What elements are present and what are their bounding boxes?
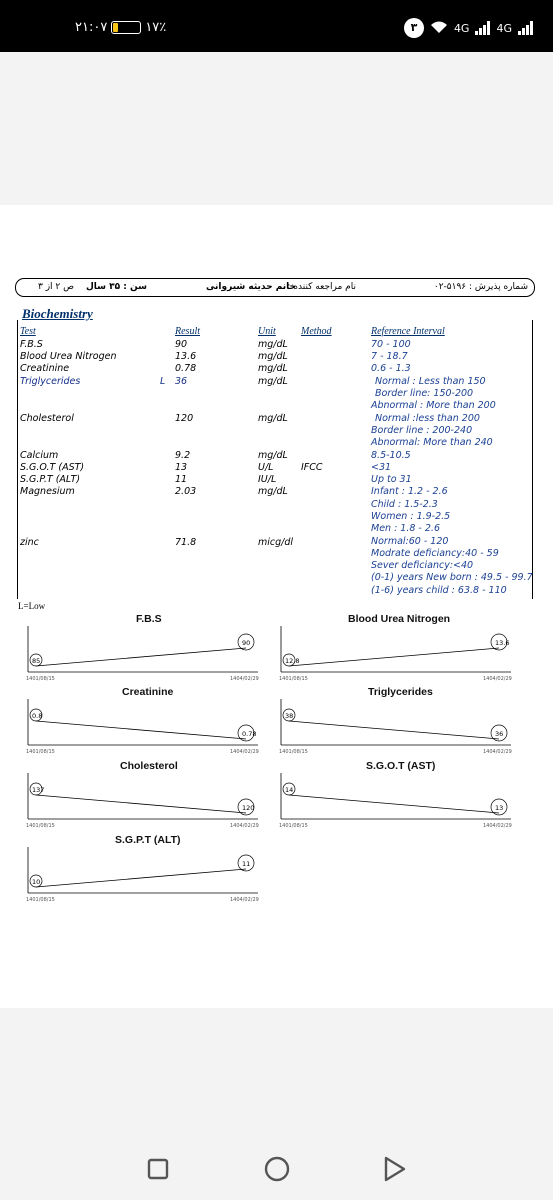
series-line [36, 648, 246, 666]
reference-line: Normal : Less than 150 [375, 376, 486, 387]
low-legend: L=Low [18, 601, 46, 611]
reference-line: Up to 31 [371, 474, 412, 485]
reference-line: 7 - 18.7 [371, 351, 408, 362]
x-tick-label: 1404/02/29 [483, 749, 512, 755]
reference-line: Border line : 200-240 [371, 425, 473, 436]
col-test: Test [20, 326, 36, 337]
reference-line: Modrate deficiancy:40 - 59 [371, 548, 499, 559]
x-tick-label: 1401/08/15 [26, 897, 55, 903]
chart-title: S.G.O.T (AST) [366, 760, 436, 772]
x-tick-label: 1401/08/15 [279, 749, 308, 755]
test-result: 2.03 [175, 486, 197, 497]
navigation-bar [0, 1132, 553, 1200]
chart-alt [28, 847, 268, 907]
x-tick-label: 1401/08/15 [26, 676, 55, 682]
data-label: 13.6 [495, 639, 510, 647]
series-line [36, 795, 246, 813]
data-label: 11 [242, 860, 251, 868]
x-tick-label: 1401/08/15 [26, 749, 55, 755]
test-name: Triglycerides [20, 376, 81, 387]
x-tick-label: 1404/02/29 [230, 897, 259, 903]
data-label: 38 [285, 712, 294, 720]
chart-triglycerides [281, 699, 521, 759]
test-name: Magnesium [20, 486, 75, 497]
battery-icon [111, 21, 141, 34]
clock: ۲۱:۰۷ [75, 20, 108, 35]
x-tick-label: 1404/02/29 [230, 749, 259, 755]
reference-line: Abnormal : More than 200 [371, 400, 496, 411]
signal-icon-2 [518, 21, 533, 35]
test-result: 13 [175, 462, 188, 473]
back-icon [383, 1156, 407, 1182]
test-unit: mg/dL [258, 363, 288, 374]
test-unit: U/L [258, 462, 274, 473]
chart-cholesterol [28, 773, 268, 833]
test-name: S.G.O.T (AST) [20, 462, 85, 473]
test-result: 13.6 [175, 351, 197, 362]
data-label: 10 [32, 878, 41, 886]
x-tick-label: 1404/02/29 [483, 823, 512, 829]
test-result: 9.2 [175, 450, 191, 461]
test-name: Cholesterol [20, 413, 74, 424]
reference-line: Normal :less than 200 [375, 413, 480, 424]
test-unit: mg/dL [258, 413, 288, 424]
test-unit: mg/dL [258, 376, 288, 387]
x-tick-label: 1401/08/15 [279, 676, 308, 682]
x-tick-label: 1404/02/29 [230, 823, 259, 829]
status-bar [0, 0, 553, 52]
test-unit: micg/dl [258, 537, 294, 548]
data-label: 14 [285, 786, 294, 794]
home-icon [264, 1156, 290, 1182]
series-line [36, 721, 246, 739]
test-name: S.G.P.T (ALT) [20, 474, 81, 485]
recent-apps-icon [147, 1158, 169, 1180]
data-label: 13 [495, 804, 504, 812]
series-line [289, 795, 499, 813]
data-label: 85 [32, 657, 41, 665]
network-type-2: 4G [496, 21, 512, 35]
col-method: Method [301, 326, 332, 337]
reference-line: 70 - 100 [371, 339, 411, 350]
chart-title: Blood Urea Nitrogen [348, 613, 451, 625]
signal-icon [475, 21, 490, 35]
page-number: ص ۲ از ۳ [37, 282, 74, 292]
patient-name-label: نام مراجعه کننده : [287, 282, 356, 292]
chart-fbs [28, 626, 268, 686]
test-unit: IU/L [258, 474, 277, 485]
battery-percent: ۱۷٪ [145, 20, 167, 35]
test-name: Blood Urea Nitrogen [20, 351, 117, 362]
test-name: zinc [20, 537, 39, 548]
data-label: 0.78 [242, 730, 257, 738]
status-left [75, 20, 166, 35]
patient-age: سن : ۳۵ سال [85, 282, 147, 292]
admission-number: شماره پذیرش : ۵۱۹۶-۰۲ [433, 282, 528, 292]
reference-line: 0.6 - 1.3 [371, 363, 411, 374]
series-line [289, 648, 499, 666]
reference-line: Infant : 1.2 - 2.6 [371, 486, 448, 497]
test-unit: mg/dL [258, 339, 288, 350]
network-type-1: 4G [453, 21, 470, 35]
notification-badge: ۳ [404, 18, 424, 38]
reference-line: Child : 1.5-2.3 [371, 499, 438, 510]
data-label: 90 [242, 639, 251, 647]
patient-header [15, 278, 535, 297]
recent-apps-button[interactable] [147, 1158, 169, 1184]
test-result: 11 [175, 474, 188, 485]
data-label: 120 [242, 804, 255, 812]
data-label: 12.8 [285, 657, 300, 665]
reference-line: (0-1) years New born : 49.5 - 99.7 [371, 572, 533, 583]
section-title: Biochemistry [22, 306, 93, 321]
data-label: 0.8 [32, 712, 43, 720]
back-button[interactable] [383, 1156, 407, 1186]
x-tick-label: 1401/08/15 [279, 823, 308, 829]
reference-line: Women : 1.9-2.5 [371, 511, 451, 522]
test-method: IFCC [301, 462, 323, 473]
test-result: 36 [175, 376, 188, 387]
col-result: Result [175, 326, 200, 337]
test-unit: mg/dL [258, 450, 288, 461]
test-unit: mg/dL [258, 486, 288, 497]
reference-line: Normal:60 - 120 [371, 536, 449, 547]
data-label: 137 [32, 786, 45, 794]
chart-title: Triglycerides [368, 686, 433, 698]
data-label: 36 [495, 730, 504, 738]
test-result: 71.8 [175, 537, 197, 548]
test-unit: mg/dL [258, 351, 288, 362]
x-tick-label: 1401/08/15 [26, 823, 55, 829]
home-button[interactable] [264, 1156, 290, 1186]
chart-creatinine [28, 699, 268, 759]
reference-line: Abnormal: More than 240 [371, 437, 493, 448]
chart-svg [281, 773, 521, 847]
status-right [404, 18, 533, 38]
x-tick-label: 1404/02/29 [230, 676, 259, 682]
test-name: Creatinine [20, 363, 70, 374]
chart-ast [281, 773, 521, 833]
reference-line: 8.5-10.5 [371, 450, 411, 461]
reference-line: (1-6) years child : 63.8 - 110 [371, 585, 507, 596]
wifi-icon [430, 20, 448, 37]
chart-title: S.G.P.T (ALT) [115, 834, 181, 846]
chart-title: F.B.S [136, 613, 162, 625]
chart-title: Creatinine [122, 686, 174, 698]
chart-svg [28, 847, 268, 921]
col-reference: Reference Interval [371, 326, 445, 337]
chart-bun [281, 626, 521, 686]
patient-name: خانم حدیثه شیروانی [205, 282, 296, 292]
test-name: Calcium [20, 450, 59, 461]
reference-line: Sever deficiancy:<40 [371, 560, 474, 571]
chart-title: Cholesterol [120, 760, 178, 772]
test-result: 120 [175, 413, 194, 424]
x-tick-label: 1404/02/29 [483, 676, 512, 682]
test-result: 0.78 [175, 363, 197, 374]
low-flag: L [160, 376, 166, 387]
reference-line: Men : 1.8 - 2.6 [371, 523, 440, 534]
col-unit: Unit [258, 326, 276, 337]
reference-line: Border line: 150-200 [375, 388, 474, 399]
reference-line: <31 [371, 462, 392, 473]
series-line [289, 721, 499, 739]
test-result: 90 [175, 339, 188, 350]
test-name: F.B.S [20, 339, 43, 350]
series-line [36, 869, 246, 887]
